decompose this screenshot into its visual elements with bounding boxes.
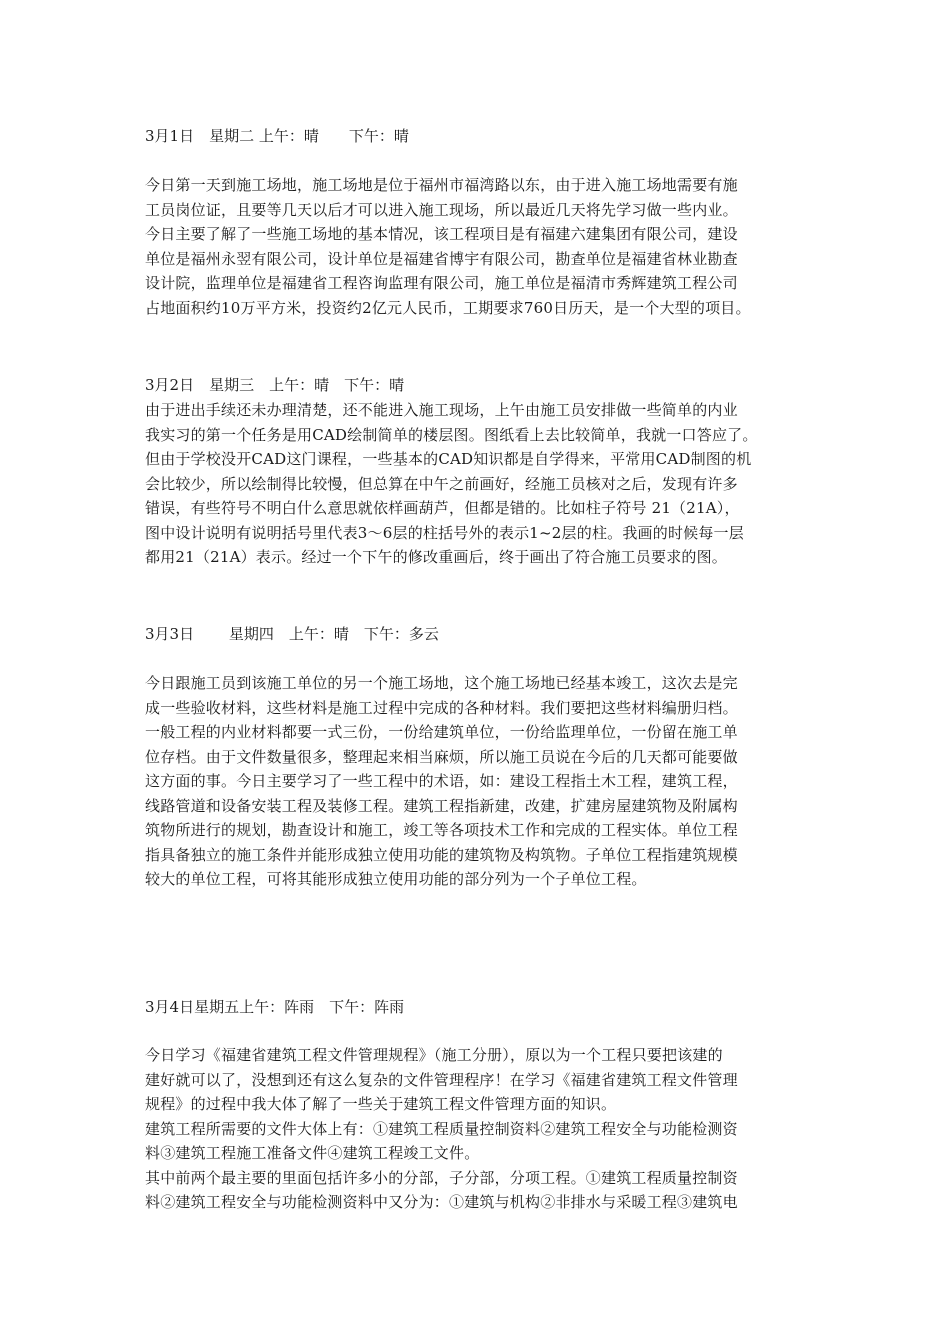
diary-entry-4-heading <box>145 995 825 1020</box>
paragraph-line: 其中前两个最主要的里面包括许多小的分部，子分部，分项工程。①建筑工程质量控制资 <box>145 1168 738 1187</box>
paragraph-line: 一般工程的内业材料都要一式三份，一份给建筑单位，一份给监理单位，一份留在施工单 <box>145 723 738 741</box>
paragraph-line: 料②建筑工程安全与功能检测资料中又分为：①建筑与机构②非排水与采暖工程③建筑电 <box>145 1193 738 1211</box>
paragraph-line: 建筑工程所需要的文件大体上有：①建筑工程质量控制资料②建筑工程安全与功能检测资 <box>145 1119 738 1138</box>
paragraph-line: 规程》的过程中我大体了解了一些关于建筑工程文件管理方面的知识。 <box>145 1095 617 1113</box>
paragraph-line: 图中设计说明有说明括号里代表3～6层的柱括号外的表示1~2层的柱。我画的时候每一层 <box>145 523 744 542</box>
paragraph-line: 工员岗位证，且要等几天以后才可以进入施工现场，所以最近几天将先学习做一些内业。 <box>145 200 738 219</box>
paragraph-line: 由于进出手续还未办理清楚，还不能进入施工现场，上午由施工员安排做一些简单的内业 <box>145 401 738 419</box>
paragraph-line: 我实习的第一个任务是用CAD绘制简单的楼层图。图纸看上去比较简单，我就一口答应了。 <box>145 425 758 444</box>
paragraph-line: 成一些验收材料，这些材料是施工过程中完成的各种材料。我们要把这些材料编册归档。 <box>145 698 738 717</box>
diary-entry-3-heading <box>145 622 825 647</box>
paragraph-line: 今日主要了解了一些施工场地的基本情况，该工程项目是有福建六建集团有限公司，建设 <box>145 225 738 243</box>
paragraph-line: 会比较少，所以绘制得比较慢，但总算在中午之前画好，经施工员核对之后，发现有许多 <box>145 474 738 493</box>
paragraph-line: 筑物所进行的规划，勘查设计和施工，竣工等各项技术工作和完成的工程实体。单位工程 <box>145 821 738 839</box>
diary-entry-2-body <box>145 398 825 570</box>
diary-entry-1-body <box>145 173 825 320</box>
paragraph-line: 错误，有些符号不明白什么意思就依样画葫芦，但都是错的。比如柱子符号 21（21A）， <box>145 499 740 517</box>
paragraph-line: 料③建筑工程施工准备文件④建筑工程竣工文件。 <box>145 1144 480 1162</box>
entry-date-heading: 3月2日 星期三 上午：晴 下午：晴 <box>145 376 405 394</box>
diary-entry-1-heading <box>145 124 825 149</box>
paragraph-line: 建好就可以了，没想到还有这么复杂的文件管理程序！在学习《福建省建筑工程文件管理 <box>145 1070 738 1089</box>
paragraph-line: 今日第一天到施工场地，施工场地是位于福州市福湾路以东，由于进入施工场地需要有施 <box>145 176 738 194</box>
diary-entry-4-body <box>145 1043 825 1215</box>
paragraph-line: 位存档。由于文件数量很多，整理起来相当麻烦，所以施工员说在今后的几天都可能要做 <box>145 747 738 766</box>
entry-date-heading: 3月4日星期五上午：阵雨 下午：阵雨 <box>145 998 405 1016</box>
paragraph-line: 都用21（21A）表示。经过一个下午的修改重画后，终于画出了符合施工员要求的图。 <box>145 548 728 566</box>
entry-date-heading: 3月3日 星期四 上午：晴 下午：多云 <box>145 625 439 643</box>
entry-date-heading: 3月1日 星期二 上午：晴 下午：晴 <box>145 127 409 145</box>
paragraph-line: 指具备独立的施工条件并能形成独立使用功能的建筑物及构筑物。子单位工程指建筑规模 <box>145 845 738 864</box>
diary-entry-3-body <box>145 671 825 892</box>
diary-entry-2-heading <box>145 373 825 398</box>
paragraph-line: 线路管道和设备安装工程及装修工程。建筑工程指新建，改建，扩建房屋建筑物及附属构 <box>145 796 738 815</box>
paragraph-line: 设计院，监理单位是福建省工程咨询监理有限公司，施工单位是福清市秀辉建筑工程公司 <box>145 274 738 292</box>
paragraph-line: 今日跟施工员到该施工单位的另一个施工场地，这个施工场地已经基本竣工，这次去是完 <box>145 674 738 692</box>
paragraph-line: 今日学习《福建省建筑工程文件管理规程》（施工分册），原以为一个工程只要把该建的 <box>145 1046 723 1064</box>
paragraph-line: 单位是福州永翌有限公司，设计单位是福建省博宇有限公司，勘查单位是福建省林业勘查 <box>145 249 738 268</box>
paragraph-line: 较大的单位工程，可将其能形成独立使用功能的部分列为一个子单位工程。 <box>145 870 647 888</box>
paragraph-line: 但由于学校没开CAD这门课程，一些基本的CAD知识都是自学得来，平常用CAD制图的机 <box>145 450 752 468</box>
paragraph-line: 占地面积约10万平方米，投资约2亿元人民币，工期要求760日历天，是一个大型的项目。 <box>145 298 751 317</box>
paragraph-line: 这方面的事。今日主要学习了一些工程中的术语，如：建设工程指土木工程，建筑工程， <box>145 772 738 790</box>
